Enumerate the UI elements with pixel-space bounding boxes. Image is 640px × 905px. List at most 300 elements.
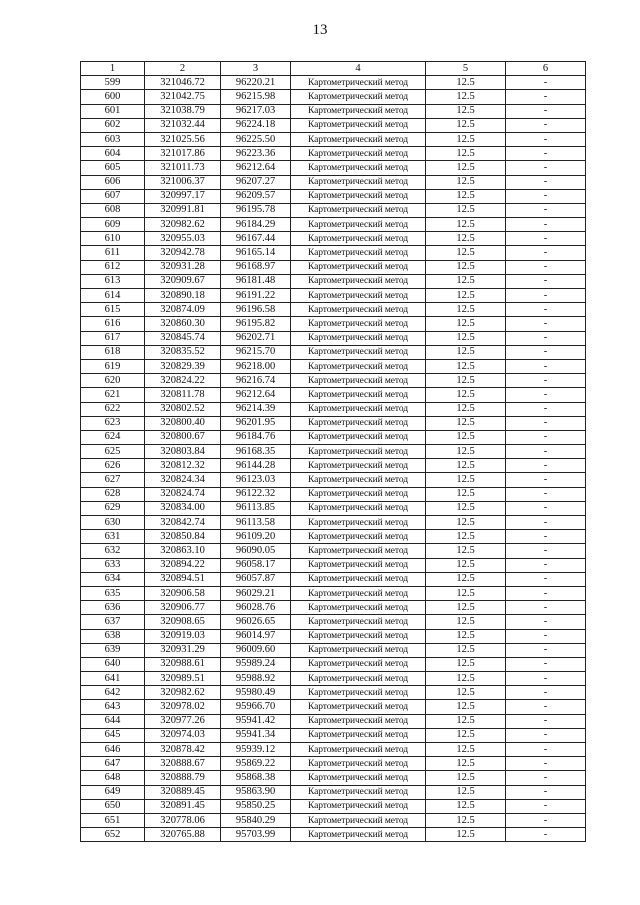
cell-x-coordinate: 320860.30 — [145, 317, 221, 331]
cell-x-coordinate: 320811.78 — [145, 388, 221, 402]
table-row — [81, 118, 586, 132]
cell-method: Картометрический метод — [291, 274, 426, 288]
cell-y-coordinate: 96207.27 — [221, 175, 291, 189]
cell-method: Картометрический метод — [291, 260, 426, 274]
cell-note: - — [506, 643, 586, 657]
cell-note: - — [506, 771, 586, 785]
cell-y-coordinate: 96090.05 — [221, 544, 291, 558]
cell-point-number: 632 — [81, 544, 145, 558]
cell-y-coordinate: 95863.90 — [221, 785, 291, 799]
cell-method: Картометрический метод — [291, 430, 426, 444]
table-row — [81, 232, 586, 246]
cell-method: Картометрический метод — [291, 203, 426, 217]
cell-method: Картометрический метод — [291, 728, 426, 742]
table-row — [81, 90, 586, 104]
cell-point-number: 636 — [81, 601, 145, 615]
cell-method: Картометрический метод — [291, 118, 426, 132]
cell-method: Картометрический метод — [291, 558, 426, 572]
cell-y-coordinate: 96026.65 — [221, 615, 291, 629]
cell-accuracy: 12.5 — [426, 289, 506, 303]
cell-x-coordinate: 320942.78 — [145, 246, 221, 260]
header-col-2: 2 — [145, 62, 221, 76]
cell-accuracy: 12.5 — [426, 629, 506, 643]
cell-y-coordinate: 96202.71 — [221, 331, 291, 345]
cell-method: Картометрический метод — [291, 700, 426, 714]
cell-note: - — [506, 246, 586, 260]
cell-y-coordinate: 95868.38 — [221, 771, 291, 785]
cell-point-number: 633 — [81, 558, 145, 572]
cell-method: Картометрический метод — [291, 785, 426, 799]
cell-x-coordinate: 321042.75 — [145, 90, 221, 104]
cell-x-coordinate: 320978.02 — [145, 700, 221, 714]
cell-y-coordinate: 96215.98 — [221, 90, 291, 104]
cell-y-coordinate: 96209.57 — [221, 189, 291, 203]
cell-method: Картометрический метод — [291, 345, 426, 359]
cell-note: - — [506, 90, 586, 104]
cell-accuracy: 12.5 — [426, 828, 506, 842]
cell-accuracy: 12.5 — [426, 601, 506, 615]
cell-x-coordinate: 321017.86 — [145, 147, 221, 161]
cell-accuracy: 12.5 — [426, 487, 506, 501]
cell-method: Картометрический метод — [291, 828, 426, 842]
cell-method: Картометрический метод — [291, 303, 426, 317]
table-row — [81, 76, 586, 90]
table-row — [81, 246, 586, 260]
cell-x-coordinate: 321038.79 — [145, 104, 221, 118]
cell-note: - — [506, 799, 586, 813]
table-row — [81, 643, 586, 657]
table-row — [81, 501, 586, 515]
cell-x-coordinate: 320982.62 — [145, 218, 221, 232]
cell-accuracy: 12.5 — [426, 161, 506, 175]
table-row — [81, 430, 586, 444]
cell-y-coordinate: 95988.92 — [221, 672, 291, 686]
cell-method: Картометрический метод — [291, 516, 426, 530]
cell-point-number: 644 — [81, 714, 145, 728]
page-number: 13 — [312, 22, 328, 38]
table-row — [81, 714, 586, 728]
cell-accuracy: 12.5 — [426, 118, 506, 132]
cell-point-number: 623 — [81, 416, 145, 430]
cell-point-number: 610 — [81, 232, 145, 246]
cell-x-coordinate: 320997.17 — [145, 189, 221, 203]
cell-accuracy: 12.5 — [426, 90, 506, 104]
cell-point-number: 612 — [81, 260, 145, 274]
cell-x-coordinate: 320982.62 — [145, 686, 221, 700]
cell-point-number: 626 — [81, 459, 145, 473]
table-row — [81, 402, 586, 416]
cell-x-coordinate: 320931.29 — [145, 643, 221, 657]
cell-y-coordinate: 96029.21 — [221, 586, 291, 600]
table-row — [81, 757, 586, 771]
cell-y-coordinate: 96184.76 — [221, 430, 291, 444]
table-row — [81, 828, 586, 842]
table-row — [81, 615, 586, 629]
cell-y-coordinate: 95840.29 — [221, 813, 291, 827]
cell-accuracy: 12.5 — [426, 402, 506, 416]
cell-method: Картометрический метод — [291, 132, 426, 146]
cell-accuracy: 12.5 — [426, 203, 506, 217]
cell-note: - — [506, 345, 586, 359]
cell-y-coordinate: 96212.64 — [221, 161, 291, 175]
table-row — [81, 331, 586, 345]
cell-y-coordinate: 96220.21 — [221, 76, 291, 90]
cell-point-number: 601 — [81, 104, 145, 118]
table-row — [81, 544, 586, 558]
cell-note: - — [506, 289, 586, 303]
cell-accuracy: 12.5 — [426, 260, 506, 274]
cell-note: - — [506, 615, 586, 629]
cell-x-coordinate: 320800.67 — [145, 430, 221, 444]
cell-method: Картометрический метод — [291, 813, 426, 827]
cell-accuracy: 12.5 — [426, 76, 506, 90]
cell-accuracy: 12.5 — [426, 643, 506, 657]
cell-y-coordinate: 96009.60 — [221, 643, 291, 657]
cell-note: - — [506, 303, 586, 317]
header-col-1: 1 — [81, 62, 145, 76]
table-row — [81, 459, 586, 473]
cell-note: - — [506, 274, 586, 288]
cell-method: Картометрический метод — [291, 374, 426, 388]
cell-method: Картометрический метод — [291, 657, 426, 671]
cell-method: Картометрический метод — [291, 530, 426, 544]
cell-point-number: 638 — [81, 629, 145, 643]
cell-x-coordinate: 320894.22 — [145, 558, 221, 572]
cell-point-number: 635 — [81, 586, 145, 600]
cell-point-number: 599 — [81, 76, 145, 90]
cell-x-coordinate: 320842.74 — [145, 516, 221, 530]
table-row — [81, 445, 586, 459]
cell-point-number: 606 — [81, 175, 145, 189]
cell-y-coordinate: 95939.12 — [221, 743, 291, 757]
cell-point-number: 639 — [81, 643, 145, 657]
cell-x-coordinate: 320765.88 — [145, 828, 221, 842]
cell-y-coordinate: 96215.70 — [221, 345, 291, 359]
cell-point-number: 631 — [81, 530, 145, 544]
cell-method: Картометрический метод — [291, 544, 426, 558]
table-row — [81, 799, 586, 813]
cell-note: - — [506, 445, 586, 459]
table-row — [81, 416, 586, 430]
cell-x-coordinate: 320991.81 — [145, 203, 221, 217]
cell-note: - — [506, 743, 586, 757]
table-body — [81, 76, 586, 842]
cell-method: Картометрический метод — [291, 416, 426, 430]
table-row — [81, 657, 586, 671]
cell-accuracy: 12.5 — [426, 147, 506, 161]
cell-point-number: 620 — [81, 374, 145, 388]
cell-accuracy: 12.5 — [426, 771, 506, 785]
cell-accuracy: 12.5 — [426, 686, 506, 700]
cell-point-number: 602 — [81, 118, 145, 132]
cell-x-coordinate: 320909.67 — [145, 274, 221, 288]
cell-accuracy: 12.5 — [426, 813, 506, 827]
cell-point-number: 611 — [81, 246, 145, 260]
cell-y-coordinate: 96224.18 — [221, 118, 291, 132]
cell-accuracy: 12.5 — [426, 331, 506, 345]
cell-y-coordinate: 96014.97 — [221, 629, 291, 643]
cell-point-number: 607 — [81, 189, 145, 203]
cell-accuracy: 12.5 — [426, 430, 506, 444]
cell-y-coordinate: 96212.64 — [221, 388, 291, 402]
cell-note: - — [506, 785, 586, 799]
table-row — [81, 473, 586, 487]
cell-x-coordinate: 320906.77 — [145, 601, 221, 615]
table-row — [81, 260, 586, 274]
cell-accuracy: 12.5 — [426, 714, 506, 728]
cell-note: - — [506, 118, 586, 132]
cell-note: - — [506, 686, 586, 700]
cell-accuracy: 12.5 — [426, 516, 506, 530]
cell-x-coordinate: 321006.37 — [145, 175, 221, 189]
cell-method: Картометрический метод — [291, 90, 426, 104]
table-row — [81, 175, 586, 189]
cell-method: Картометрический метод — [291, 672, 426, 686]
cell-point-number: 643 — [81, 700, 145, 714]
cell-accuracy: 12.5 — [426, 189, 506, 203]
cell-point-number: 603 — [81, 132, 145, 146]
cell-note: - — [506, 374, 586, 388]
cell-note: - — [506, 530, 586, 544]
cell-note: - — [506, 76, 586, 90]
cell-note: - — [506, 672, 586, 686]
cell-note: - — [506, 175, 586, 189]
cell-x-coordinate: 320889.45 — [145, 785, 221, 799]
cell-y-coordinate: 95869.22 — [221, 757, 291, 771]
cell-method: Картометрический метод — [291, 459, 426, 473]
cell-x-coordinate: 321032.44 — [145, 118, 221, 132]
cell-point-number: 624 — [81, 430, 145, 444]
cell-method: Картометрический метод — [291, 501, 426, 515]
cell-method: Картометрический метод — [291, 445, 426, 459]
header-col-3: 3 — [221, 62, 291, 76]
cell-method: Картометрический метод — [291, 359, 426, 373]
cell-note: - — [506, 601, 586, 615]
cell-method: Картометрический метод — [291, 402, 426, 416]
cell-method: Картометрический метод — [291, 629, 426, 643]
cell-accuracy: 12.5 — [426, 175, 506, 189]
cell-point-number: 647 — [81, 757, 145, 771]
cell-accuracy: 12.5 — [426, 132, 506, 146]
cell-x-coordinate: 320874.09 — [145, 303, 221, 317]
cell-y-coordinate: 95989.24 — [221, 657, 291, 671]
cell-note: - — [506, 359, 586, 373]
cell-x-coordinate: 320888.67 — [145, 757, 221, 771]
cell-note: - — [506, 416, 586, 430]
cell-note: - — [506, 700, 586, 714]
cell-point-number: 642 — [81, 686, 145, 700]
table-row — [81, 374, 586, 388]
cell-x-coordinate: 320988.61 — [145, 657, 221, 671]
cell-x-coordinate: 320863.10 — [145, 544, 221, 558]
cell-x-coordinate: 320835.52 — [145, 345, 221, 359]
table-row — [81, 558, 586, 572]
table-row — [81, 700, 586, 714]
cell-point-number: 613 — [81, 274, 145, 288]
cell-accuracy: 12.5 — [426, 218, 506, 232]
cell-note: - — [506, 317, 586, 331]
cell-y-coordinate: 96113.85 — [221, 501, 291, 515]
cell-accuracy: 12.5 — [426, 672, 506, 686]
cell-method: Картометрический метод — [291, 743, 426, 757]
cell-method: Картометрический метод — [291, 246, 426, 260]
cell-method: Картометрический метод — [291, 175, 426, 189]
cell-note: - — [506, 203, 586, 217]
cell-note: - — [506, 459, 586, 473]
cell-accuracy: 12.5 — [426, 232, 506, 246]
cell-accuracy: 12.5 — [426, 558, 506, 572]
cell-y-coordinate: 96122.32 — [221, 487, 291, 501]
cell-x-coordinate: 320824.22 — [145, 374, 221, 388]
cell-x-coordinate: 320906.58 — [145, 586, 221, 600]
table-row — [81, 274, 586, 288]
cell-note: - — [506, 388, 586, 402]
cell-note: - — [506, 189, 586, 203]
cell-note: - — [506, 487, 586, 501]
cell-method: Картометрический метод — [291, 799, 426, 813]
header-col-6: 6 — [506, 62, 586, 76]
cell-method: Картометрический метод — [291, 686, 426, 700]
cell-point-number: 637 — [81, 615, 145, 629]
cell-point-number: 629 — [81, 501, 145, 515]
cell-point-number: 604 — [81, 147, 145, 161]
table-row — [81, 104, 586, 118]
cell-x-coordinate: 320890.18 — [145, 289, 221, 303]
cell-note: - — [506, 402, 586, 416]
cell-point-number: 645 — [81, 728, 145, 742]
cell-note: - — [506, 828, 586, 842]
cell-x-coordinate: 320894.51 — [145, 572, 221, 586]
cell-note: - — [506, 728, 586, 742]
table-row — [81, 289, 586, 303]
cell-x-coordinate: 320891.45 — [145, 799, 221, 813]
cell-y-coordinate: 96167.44 — [221, 232, 291, 246]
header-col-4: 4 — [291, 62, 426, 76]
cell-method: Картометрический метод — [291, 76, 426, 90]
cell-method: Картометрический метод — [291, 771, 426, 785]
cell-note: - — [506, 558, 586, 572]
table-row — [81, 813, 586, 827]
cell-note: - — [506, 473, 586, 487]
cell-x-coordinate: 320908.65 — [145, 615, 221, 629]
cell-point-number: 622 — [81, 402, 145, 416]
table-row — [81, 686, 586, 700]
cell-y-coordinate: 96165.14 — [221, 246, 291, 260]
cell-point-number: 615 — [81, 303, 145, 317]
cell-y-coordinate: 95980.49 — [221, 686, 291, 700]
cell-note: - — [506, 586, 586, 600]
cell-point-number: 609 — [81, 218, 145, 232]
cell-point-number: 646 — [81, 743, 145, 757]
cell-method: Картометрический метод — [291, 572, 426, 586]
cell-point-number: 614 — [81, 289, 145, 303]
cell-point-number: 627 — [81, 473, 145, 487]
cell-note: - — [506, 331, 586, 345]
table-row — [81, 771, 586, 785]
cell-accuracy: 12.5 — [426, 728, 506, 742]
cell-y-coordinate: 96196.58 — [221, 303, 291, 317]
cell-accuracy: 12.5 — [426, 530, 506, 544]
cell-y-coordinate: 96223.36 — [221, 147, 291, 161]
cell-y-coordinate: 96123.03 — [221, 473, 291, 487]
cell-method: Картометрический метод — [291, 218, 426, 232]
table-row — [81, 672, 586, 686]
cell-method: Картометрический метод — [291, 189, 426, 203]
table-row — [81, 161, 586, 175]
cell-x-coordinate: 320977.26 — [145, 714, 221, 728]
cell-y-coordinate: 96109.20 — [221, 530, 291, 544]
cell-point-number: 619 — [81, 359, 145, 373]
cell-point-number: 648 — [81, 771, 145, 785]
cell-point-number: 641 — [81, 672, 145, 686]
cell-point-number: 640 — [81, 657, 145, 671]
cell-accuracy: 12.5 — [426, 657, 506, 671]
cell-x-coordinate: 320800.40 — [145, 416, 221, 430]
cell-x-coordinate: 320888.79 — [145, 771, 221, 785]
cell-note: - — [506, 430, 586, 444]
table-row — [81, 586, 586, 600]
cell-point-number: 621 — [81, 388, 145, 402]
cell-x-coordinate: 320955.03 — [145, 232, 221, 246]
cell-y-coordinate: 96218.00 — [221, 359, 291, 373]
cell-accuracy: 12.5 — [426, 501, 506, 515]
cell-note: - — [506, 544, 586, 558]
table-header-row — [81, 62, 586, 76]
cell-accuracy: 12.5 — [426, 572, 506, 586]
cell-accuracy: 12.5 — [426, 388, 506, 402]
coordinates-table — [80, 61, 586, 842]
cell-accuracy: 12.5 — [426, 743, 506, 757]
cell-y-coordinate: 96216.74 — [221, 374, 291, 388]
cell-y-coordinate: 96057.87 — [221, 572, 291, 586]
cell-note: - — [506, 757, 586, 771]
cell-method: Картометрический метод — [291, 232, 426, 246]
cell-y-coordinate: 96058.17 — [221, 558, 291, 572]
cell-x-coordinate: 320878.42 — [145, 743, 221, 757]
table-row — [81, 516, 586, 530]
cell-x-coordinate: 320778.06 — [145, 813, 221, 827]
cell-method: Картометрический метод — [291, 147, 426, 161]
cell-method: Картометрический метод — [291, 487, 426, 501]
cell-x-coordinate: 320974.03 — [145, 728, 221, 742]
cell-accuracy: 12.5 — [426, 374, 506, 388]
cell-method: Картометрический метод — [291, 586, 426, 600]
cell-method: Картометрический метод — [291, 757, 426, 771]
cell-y-coordinate: 96144.28 — [221, 459, 291, 473]
cell-accuracy: 12.5 — [426, 274, 506, 288]
cell-note: - — [506, 572, 586, 586]
cell-x-coordinate: 320845.74 — [145, 331, 221, 345]
cell-accuracy: 12.5 — [426, 586, 506, 600]
cell-point-number: 600 — [81, 90, 145, 104]
cell-x-coordinate: 320812.32 — [145, 459, 221, 473]
cell-y-coordinate: 96181.48 — [221, 274, 291, 288]
table-row — [81, 487, 586, 501]
table-row — [81, 317, 586, 331]
cell-note: - — [506, 218, 586, 232]
cell-point-number: 649 — [81, 785, 145, 799]
cell-y-coordinate: 95966.70 — [221, 700, 291, 714]
table-row — [81, 388, 586, 402]
cell-y-coordinate: 95941.34 — [221, 728, 291, 742]
cell-y-coordinate: 96028.76 — [221, 601, 291, 615]
cell-note: - — [506, 629, 586, 643]
table-row — [81, 147, 586, 161]
cell-point-number: 616 — [81, 317, 145, 331]
table-row — [81, 345, 586, 359]
cell-method: Картометрический метод — [291, 289, 426, 303]
cell-y-coordinate: 95850.25 — [221, 799, 291, 813]
